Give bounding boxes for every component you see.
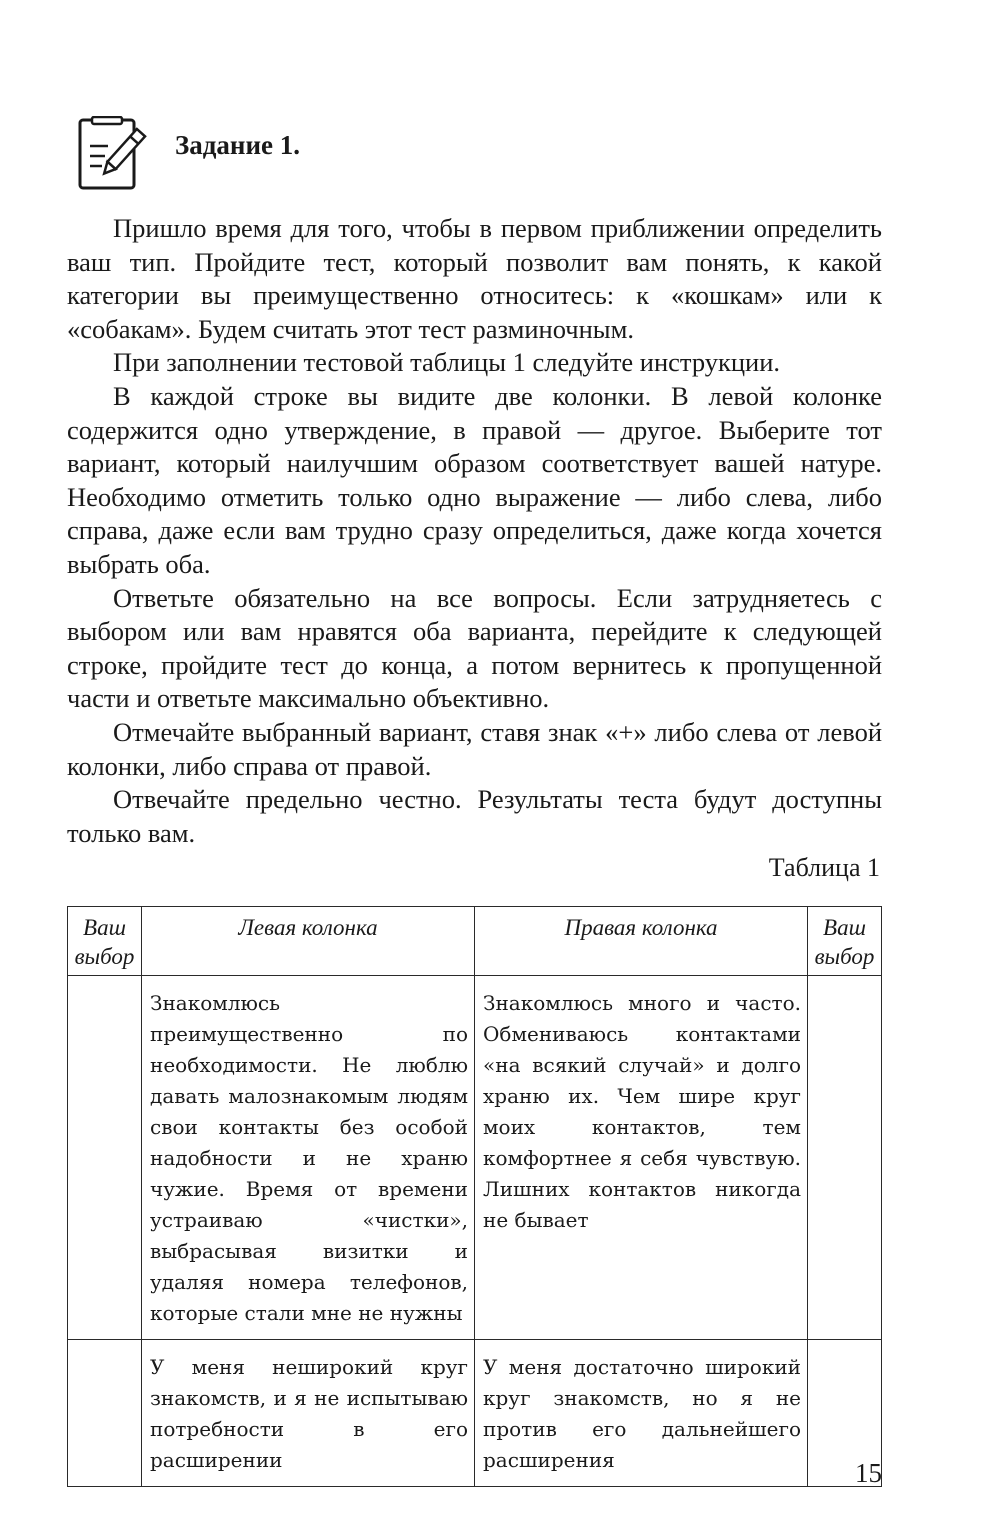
header-choice-right: Ваш выбор [808,907,882,976]
paragraph: Отмечайте выбранный вариант, ставя знак «+» либо слева от левой колонки, либо справа от правой. [67,716,882,781]
right-statement: У меня достаточно широкий круг знакомств, но я не против его дальнейшего расширения [475,1340,808,1487]
choice-cell-left[interactable] [68,976,142,1340]
header-choice-left: Ваш выбор [68,907,142,976]
page-number: 15 [855,1458,882,1488]
test-table [67,906,882,1487]
table-row [68,976,882,1340]
right-statement: Знакомлюсь много и часто. Обмениваюсь контактами «на всякий случай» и долго храню их. Чем шире круг моих контактов, тем комфортнее я себя чувствую. Лишних контактов никогда не бывает [475,976,808,1340]
left-statement: Знакомлюсь преимущественно по необходимости. Не люблю давать малознакомым людям свои контакты без особой надобности и не храню чужие. Время от времени устраиваю «чистки», выбрасывая визитки и удаляя номера телефонов, которые стали мне не нужны [142,976,475,1340]
table-header-row [68,907,882,976]
header-left-column: Левая колонка [142,907,475,976]
paragraph: Отвечайте предельно честно. Результаты теста будут доступны только вам. [67,784,882,848]
header-right-column: Правая колонка [475,907,808,976]
notepad-pencil-icon [78,116,158,192]
paragraph: Ответьте обязательно на все вопросы. Если затрудняетесь с выбором или вам нравятся оба варианта, перейдите к следующей строке, пройдите тест до конца, а потом вернитесь к пропущенной части и ответьте максимально объективно. [67,582,882,714]
table-row [68,1340,882,1487]
instructions-text [67,212,882,850]
choice-cell-left[interactable] [68,1340,142,1487]
paragraph: При заполнении тестовой таблицы 1 следуйте инструкции. [113,347,781,378]
table-caption: Таблица 1 [768,853,880,882]
choice-cell-right[interactable] [808,976,882,1340]
paragraph: В каждой строке вы видите две колонки. В левой колонке содержится одно утверждение, в правой — другое. Выберите тот вариант, который наилучшим образом соответствует вашей натуре. Необходимо отметить только одно выражение — либо слева, либо справа, даже если вам трудно сразу определиться, даже когда хочется выбрать оба. [67,380,882,579]
task-title: Задание 1. [175,130,301,160]
paragraph: Пришло время для того, чтобы в первом приближении определить ваш тип. Пройдите тест, который позволит вам понять, к какой категории вы преимущественно относитесь: к «кошкам» или к «собакам». Будем считать этот тест разминочным. [67,213,882,344]
left-statement: У меня неширокий круг знакомств, и я не испытываю потребности в его расширении [142,1340,475,1487]
